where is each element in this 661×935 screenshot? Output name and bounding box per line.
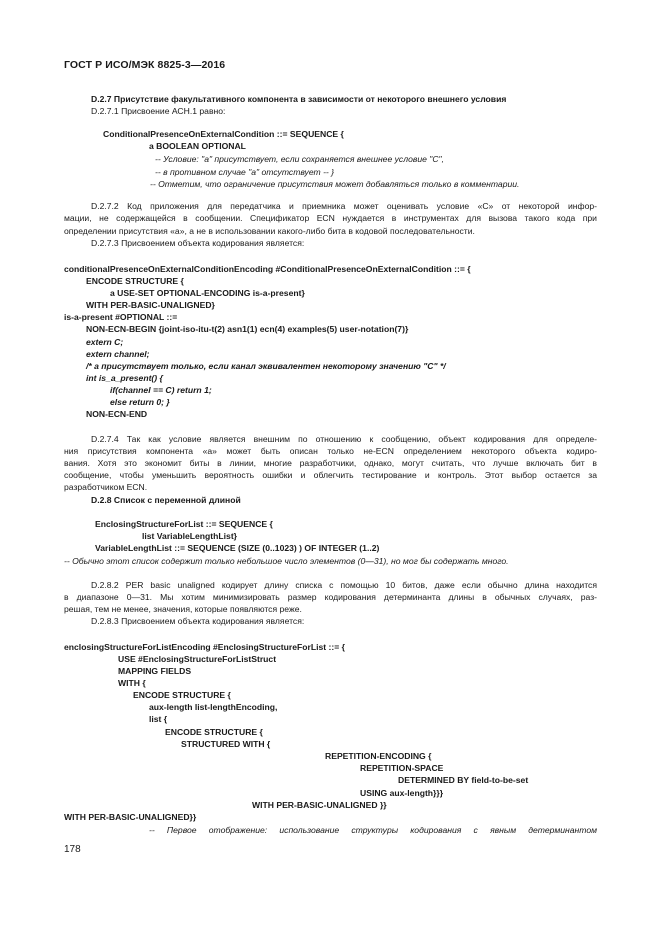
- code-line: a USE-SET OPTIONAL-ENCODING is-a-present}: [110, 288, 305, 298]
- code-line: list VariableLengthList}: [142, 531, 238, 541]
- code-line: conditionalPresenceOnExternalConditionEncoding #ConditionalPresenceOnExternalCondition ::= {: [64, 264, 471, 274]
- code-line: if(channel == C) return 1;: [110, 385, 212, 395]
- code-line: a BOOLEAN OPTIONAL: [149, 141, 246, 151]
- code-comment: -- Первое отображение: использование структуры кодирования с явным детерминантом: [149, 825, 597, 835]
- code-line: DETERMINED BY field-to-be-set: [398, 775, 529, 785]
- paragraph-line: решая, тем не менее, значения, которые появляются реже.: [64, 604, 302, 614]
- code-line: else return 0; }: [110, 397, 170, 407]
- subsection-d283: D.2.8.3 Присвоением объекта кодирования является:: [91, 616, 305, 626]
- code-line: extern channel;: [86, 349, 150, 359]
- paragraph-line: вания. Хотя это экономит биты в линии, многие разработчики, однако, могут считать, что лучше включать бит в: [64, 458, 597, 468]
- paragraph-line: определении присутствия «a», а не в использовании какого-либо бита в кодовой последовательности.: [64, 226, 475, 236]
- document-header: ГОСТ Р ИСО/МЭК 8825-3—2016: [64, 59, 226, 71]
- code-line: int is_a_present() {: [86, 373, 163, 383]
- code-line: WITH {: [118, 678, 146, 688]
- code-line: NON-ECN-BEGIN {joint-iso-itu-t(2) asn1(1) ecn(4) examples(5) user-notation(7)}: [86, 324, 409, 334]
- code-line: MAPPING FIELDS: [118, 666, 192, 676]
- paragraph-line: ния присутствия компонента «a» может быть описан только не-ECN определением некоторого объекта кодиро-: [64, 446, 597, 456]
- code-line: USE #EnclosingStructureForListStruct: [118, 654, 277, 664]
- code-line: enclosingStructureForListEncoding #EnclosingStructureForList ::= {: [64, 642, 345, 652]
- paragraph-line: сообщение, чтобы уменьшить вероятность ошибки и облегчить тестирование и контроль. Этот выбор остается за: [64, 470, 597, 480]
- code-line: WITH PER-BASIC-UNALIGNED }}: [252, 800, 387, 810]
- code-line: aux-length list-lengthEncoding,: [149, 702, 278, 712]
- code-line: ENCODE STRUCTURE {: [86, 276, 184, 286]
- code-comment: -- Отметим, что ограничение присутствия может добавляться только в комментарии.: [150, 179, 520, 189]
- paragraph-line: D.2.7.4 Так как условие является внешним по отношению к сообщению, объект кодирования для определе-: [91, 434, 597, 444]
- code-line: ConditionalPresenceOnExternalCondition ::= SEQUENCE {: [103, 129, 344, 139]
- section-heading-d28: D.2.8 Список с переменной длиной: [91, 495, 241, 505]
- code-line: REPETITION-SPACE: [360, 763, 444, 773]
- code-comment: -- в противном случае "a" отсутствует -- }: [155, 167, 335, 177]
- code-line: NON-ECN-END: [86, 409, 148, 419]
- subsection-d273: D.2.7.3 Присвоением объекта кодирования является:: [91, 238, 305, 248]
- code-line: EnclosingStructureForList ::= SEQUENCE {: [95, 519, 273, 529]
- code-line: extern C;: [86, 337, 124, 347]
- paragraph-line: разработчиком ECN.: [64, 482, 148, 492]
- code-line: USING aux-length}}}: [360, 788, 444, 798]
- code-line: WITH PER-BASIC-UNALIGNED}: [86, 300, 215, 310]
- code-line: WITH PER-BASIC-UNALIGNED}}: [64, 812, 197, 822]
- paragraph-line: мации, не содержащейся в сообщении. Спецификатор ECN нуждается в инструментах для вызова такого кода при: [64, 213, 597, 223]
- code-line: ENCODE STRUCTURE {: [133, 690, 231, 700]
- code-line: is-a-present #OPTIONAL ::=: [64, 312, 178, 322]
- code-line: STRUCTURED WITH {: [181, 739, 271, 749]
- page-number: 178: [64, 844, 81, 855]
- paragraph-line: D.2.7.2 Код приложения для передатчика и приемника может оценивать условие «С» от некоторой инфор-: [91, 201, 597, 211]
- code-comment: -- Условие: "a" присутствует, если сохраняется внешнее условие "C",: [155, 154, 444, 164]
- code-line: ENCODE STRUCTURE {: [165, 727, 263, 737]
- paragraph-line: в диапазоне 0—31. Мы хотим минимизировать размер кодирования детерминанта длины в обычных случаях, раз-: [64, 592, 597, 602]
- subsection-d271: D.2.7.1 Присвоение АСН.1 равно:: [91, 106, 226, 116]
- code-comment: -- Обычно этот список содержит только небольшое число элементов (0—31), но мог бы содержать много.: [64, 556, 509, 566]
- paragraph-line: D.2.8.2 PER basic unaligned кодирует длину списка с помощью 10 битов, даже если обычно длина находится: [91, 580, 597, 590]
- code-line: REPETITION-ENCODING {: [325, 751, 432, 761]
- code-line: list {: [149, 714, 168, 724]
- section-heading-d27: D.2.7 Присутствие факультативного компонента в зависимости от некоторого внешнего условия: [91, 94, 507, 104]
- code-line: /* a присутствует только, если канал эквивалентен некоторому значению "C" */: [86, 361, 446, 371]
- code-line: VariableLengthList ::= SEQUENCE (SIZE (0..1023) ) OF INTEGER (1..2): [95, 543, 380, 553]
